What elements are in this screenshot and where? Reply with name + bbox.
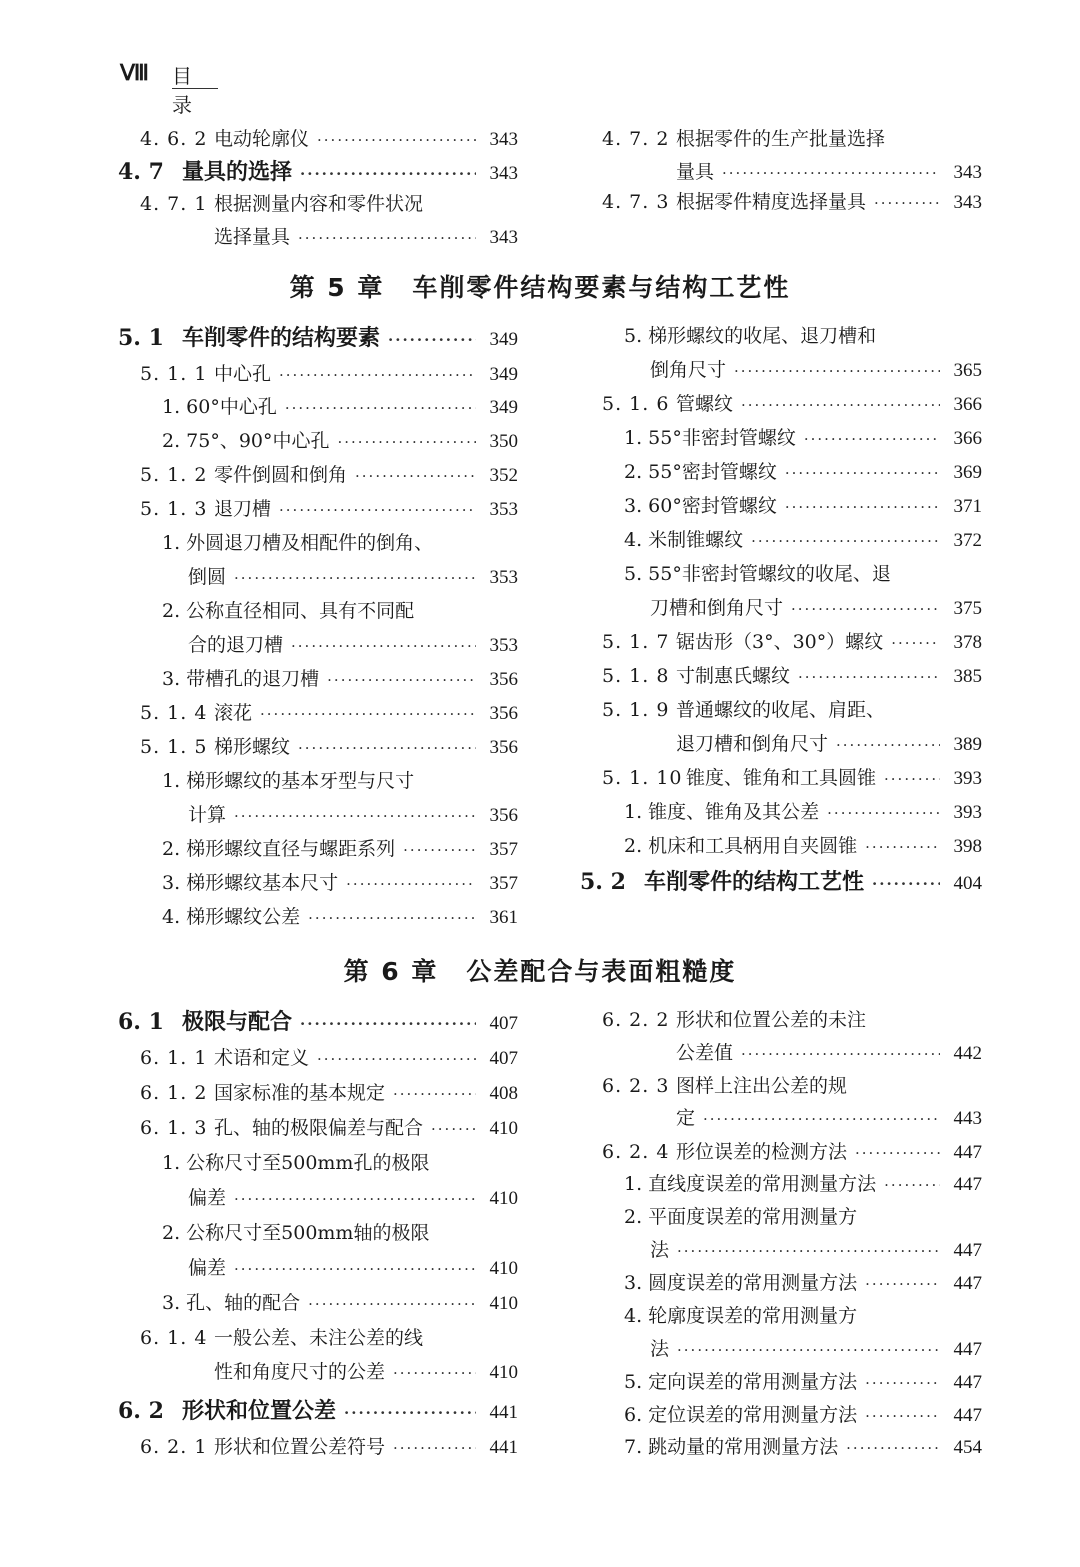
toc-entry[interactable]: 2. 55°密封管螺纹 ····· 369: [624, 457, 982, 487]
toc-entry[interactable]: 3. 孔、轴的配合 ····· 410: [162, 1288, 518, 1318]
toc-entry[interactable]: 1. 55°非密封管螺纹 ····· 366: [624, 423, 982, 453]
toc-entry[interactable]: 5. 1. 5 梯形螺纹 ····· 356: [140, 732, 518, 762]
toc-entry[interactable]: 6. 2. 3 图样上注出公差的规: [602, 1075, 848, 1097]
toc-section-entry[interactable]: 6. 1 极限与配合 ····· 407: [118, 1007, 518, 1037]
toc-entry[interactable]: 1. 公称尺寸至500mm孔的极限: [162, 1152, 430, 1174]
toc-entry[interactable]: 1. 锥度、锥角及其公差 ····· 393: [624, 797, 982, 827]
toc-entry[interactable]: 7. 跳动量的常用测量方法 ····· 454: [624, 1432, 982, 1462]
toc-entry[interactable]: 3. 圆度误差的常用测量方法 ····· 447: [624, 1268, 982, 1298]
toc-entry-continuation[interactable]: 选择量具 ····· 343: [214, 222, 518, 252]
page-number-roman: Ⅷ: [120, 60, 148, 85]
toc-entry[interactable]: 1. 外圆退刀槽及相配件的倒角、: [162, 532, 434, 554]
toc-entry[interactable]: 3. 梯形螺纹基本尺寸 ····· 357: [162, 868, 518, 898]
toc-entry[interactable]: 2. 梯形螺纹直径与螺距系列 ····· 357: [162, 834, 518, 864]
toc-entry[interactable]: 5. 1. 6 管螺纹 ····· 366: [602, 389, 982, 419]
toc-entry[interactable]: 5. 1. 4 滚花 ····· 356: [140, 698, 518, 728]
toc-entry-continuation[interactable]: 计算 ····· 356: [188, 800, 518, 830]
toc-entry[interactable]: 2. 75°、90°中心孔 ····· 350: [162, 426, 518, 456]
toc-entry[interactable]: 4. 7. 2 根据零件的生产批量选择: [602, 128, 886, 150]
toc-entry[interactable]: 5. 55°非密封管螺纹的收尾、退: [624, 563, 891, 585]
toc-entry-continuation[interactable]: 退刀槽和倒角尺寸 ····· 389: [676, 729, 982, 759]
toc-entry[interactable]: 5. 梯形螺纹的收尾、退刀槽和: [624, 325, 877, 347]
toc-entry[interactable]: 5. 1. 2 零件倒圆和倒角 ····· 352: [140, 460, 518, 490]
toc-section-entry[interactable]: 5. 2 车削零件的结构工艺性 ····· 404: [580, 867, 982, 897]
toc-entry[interactable]: 4. 轮廓度误差的常用测量方: [624, 1305, 858, 1327]
toc-entry[interactable]: 4. 6. 2 电动轮廓仪 ····· 343: [140, 124, 518, 154]
toc-entry[interactable]: 2. 机床和工具柄用自夹圆锥 ····· 398: [624, 831, 982, 861]
toc-entry-continuation[interactable]: 法 ····· 447: [650, 1334, 982, 1364]
running-title: 目录: [172, 64, 196, 117]
toc-entry[interactable]: 2. 平面度误差的常用测量方: [624, 1206, 858, 1228]
toc-section-entry[interactable]: 5. 1 车削零件的结构要素 ····· 349: [118, 323, 518, 353]
toc-entry-continuation[interactable]: 定 ····· 443: [676, 1103, 982, 1133]
toc-entry[interactable]: 3. 60°密封管螺纹 ····· 371: [624, 491, 982, 521]
toc-entry-continuation[interactable]: 合的退刀槽 ····· 353: [188, 630, 518, 660]
toc-entry[interactable]: 6. 1. 2 国家标准的基本规定 ····· 408: [140, 1078, 518, 1108]
toc-section-entry[interactable]: 6. 2 形状和位置公差 ····· 441: [118, 1396, 518, 1426]
toc-entry[interactable]: 2. 公称尺寸至500mm轴的极限: [162, 1222, 430, 1244]
toc-entry-continuation[interactable]: 倒角尺寸 ····· 365: [650, 355, 982, 385]
chapter-heading: 第 6 章 公差配合与表面粗糙度: [343, 957, 737, 986]
toc-entry[interactable]: 1. 直线度误差的常用测量方法 ····· 447: [624, 1169, 982, 1199]
toc-entry-continuation[interactable]: 刀槽和倒角尺寸 ····· 375: [650, 593, 982, 623]
toc-section-entry[interactable]: 4. 7 量具的选择 ····· 343: [118, 157, 518, 187]
toc-entry[interactable]: 1. 60°中心孔 ····· 349: [162, 392, 518, 422]
toc-entry[interactable]: 5. 1. 9 普通螺纹的收尾、肩距、: [602, 699, 886, 721]
toc-entry-continuation[interactable]: 公差值 ····· 442: [676, 1038, 982, 1068]
toc-entry[interactable]: 3. 带槽孔的退刀槽 ····· 356: [162, 664, 518, 694]
toc-entry[interactable]: 6. 2. 4 形位误差的检测方法 ····· 447: [602, 1137, 982, 1167]
toc-entry-continuation[interactable]: 量具 ····· 343: [676, 157, 982, 187]
toc-entry-continuation[interactable]: 偏差 ····· 410: [188, 1183, 518, 1213]
toc-entry[interactable]: 5. 1. 3 退刀槽 ····· 353: [140, 494, 518, 524]
toc-entry-continuation[interactable]: 法 ····· 447: [650, 1235, 982, 1265]
toc-entry[interactable]: 6. 1. 1 术语和定义 ····· 407: [140, 1043, 518, 1073]
toc-entry[interactable]: 4. 7. 1 根据测量内容和零件状况: [140, 193, 424, 215]
toc-entry-continuation[interactable]: 偏差 ····· 410: [188, 1253, 518, 1283]
toc-entry[interactable]: 5. 定向误差的常用测量方法 ····· 447: [624, 1367, 982, 1397]
toc-entry[interactable]: 4. 梯形螺纹公差 ····· 361: [162, 902, 518, 932]
toc-entry[interactable]: 5. 1. 10 锥度、锥角和工具圆锥 ····· 393: [602, 763, 982, 793]
toc-entry[interactable]: 6. 2. 1 形状和位置公差符号 ····· 441: [140, 1432, 518, 1462]
toc-entry[interactable]: 6. 2. 2 形状和位置公差的未注: [602, 1009, 867, 1031]
header-underline: [172, 88, 218, 89]
toc-entry[interactable]: 5. 1. 1 中心孔 ····· 349: [140, 359, 518, 389]
toc-entry[interactable]: 5. 1. 8 寸制惠氏螺纹 ····· 385: [602, 661, 982, 691]
toc-entry[interactable]: 4. 7. 3 根据零件精度选择量具 ····· 343: [602, 187, 982, 217]
toc-entry[interactable]: 6. 1. 4 一般公差、未注公差的线: [140, 1327, 424, 1349]
toc-entry-continuation[interactable]: 性和角度尺寸的公差 ····· 410: [214, 1357, 518, 1387]
toc-entry[interactable]: 4. 米制锥螺纹 ····· 372: [624, 525, 982, 555]
toc-entry-continuation[interactable]: 倒圆 ····· 353: [188, 562, 518, 592]
toc-entry[interactable]: 1. 梯形螺纹的基本牙型与尺寸: [162, 770, 415, 792]
toc-entry[interactable]: 6. 1. 3 孔、轴的极限偏差与配合 ····· 410: [140, 1113, 518, 1143]
chapter-heading: 第 5 章 车削零件结构要素与结构工艺性: [289, 273, 791, 302]
toc-entry[interactable]: 5. 1. 7 锯齿形（3°、30°）螺纹 ····· 378: [602, 627, 982, 657]
toc-entry[interactable]: 2. 公称直径相同、具有不同配: [162, 600, 415, 622]
toc-entry[interactable]: 6. 定位误差的常用测量方法 ····· 447: [624, 1400, 982, 1430]
